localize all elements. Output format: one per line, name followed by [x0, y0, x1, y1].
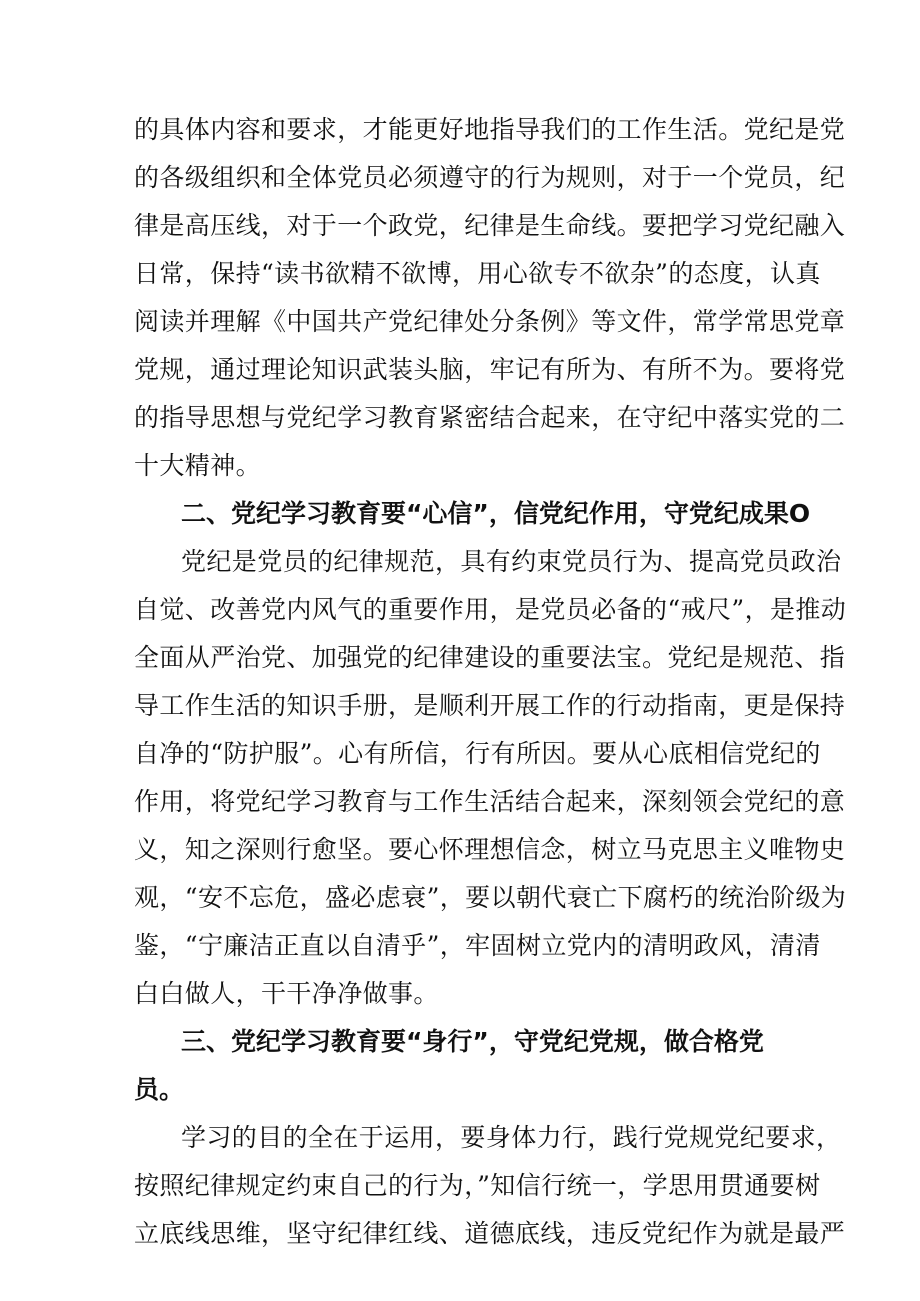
- para2-line-4: 导工作生活的知识手册，是顺利开展工作的行动指南，更是保持: [134, 691, 846, 720]
- para2-line-8: 观，“安不忘危，盛必虑衰”，要以朝代衰亡下腐朽的统治阶级为: [134, 883, 847, 912]
- para2-line-1: 党纪是党员的纪律规范，具有约束党员行为、提高党员政治: [181, 547, 842, 576]
- para1-line-2: 的各级组织和全体党员必须遵守的行为规则，对于一个党员，纪: [134, 163, 846, 192]
- section-heading-3-line-1: 三、党纪学习教育要“身行”，守党纪党规，做合格党: [181, 1027, 764, 1056]
- para2-line-9: 鉴，“宁廉洁正直以自清乎”，牢固树立党内的清明政风，清清: [134, 931, 821, 960]
- para2-line-6: 作用，将党纪学习教育与工作生活结合起来，深刻领会党纪的意: [134, 787, 846, 816]
- section-heading-3-line-2: 员。: [134, 1075, 185, 1104]
- para2-line-7: 义，知之深则行愈坚。要心怀理想信念，树立马克思主义唯物史: [134, 835, 846, 864]
- para1-line-1: 的具体内容和要求，才能更好地指导我们的工作生活。党纪是党: [134, 115, 846, 144]
- para3-line-1: 学习的目的全在于运用，要身体力行，践行党规党纪要求，: [181, 1123, 842, 1152]
- para1-line-3: 律是高压线，对于一个政党，纪律是生命线。要把学习党纪融入: [134, 211, 846, 240]
- para1-line-5: 阅读并理解《中国共产党纪律处分条例》等文件，常学常思党章: [134, 307, 846, 336]
- para1-line-4: 日常，保持“读书欲精不欲博，用心欲专不欲杂”的态度，认真: [134, 259, 821, 288]
- para2-line-5: 自净的“防护服”。心有所信，行有所因。要从心底相信党纪的: [134, 739, 821, 768]
- para2-line-10: 白白做人，干干净净做事。: [134, 979, 439, 1008]
- para3-line-3: 立底线思维，坚守纪律红线、道德底线，违反党纪作为就是最严: [134, 1219, 846, 1248]
- para1-line-8: 十大精神。: [134, 451, 262, 480]
- para1-line-6: 党规，通过理论知识武装头脑，牢记有所为、有所不为。要将党: [134, 355, 846, 384]
- para1-line-7: 的指导思想与党纪学习教育紧密结合起来，在守纪中落实党的二: [134, 403, 846, 432]
- para2-line-2: 自觉、改善党内风气的重要作用，是党员必备的“戒尺”，是推动: [134, 595, 847, 624]
- para3-line-2: 按照纪律规定约束自己的行为，”知信行统一，学思用贯通要树: [134, 1171, 821, 1200]
- para2-line-3: 全面从严治党、加强党的纪律建设的重要法宝。党纪是规范、指: [134, 643, 846, 672]
- section-heading-2: 二、党纪学习教育要“心信”，信党纪作用，守党纪成果O: [181, 499, 811, 528]
